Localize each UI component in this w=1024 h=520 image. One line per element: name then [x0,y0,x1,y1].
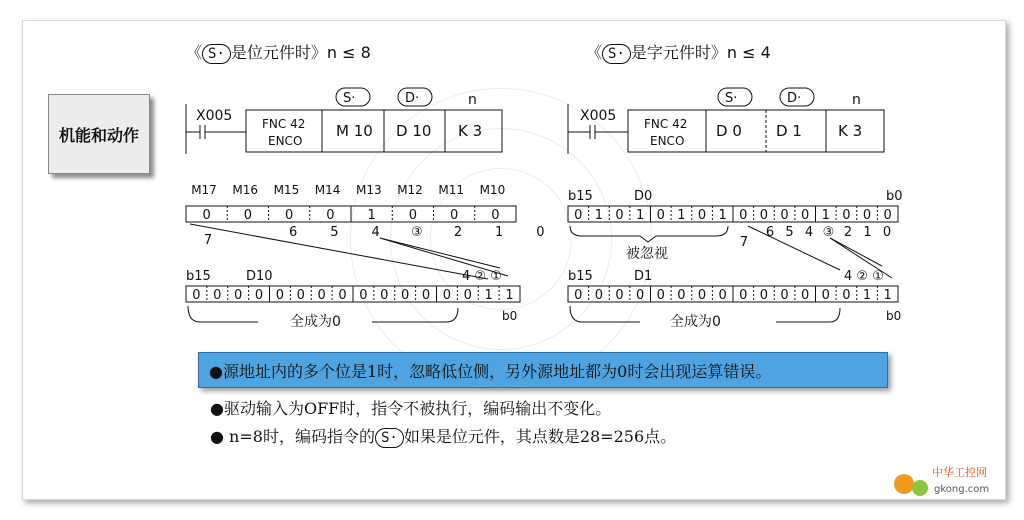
right-contact-label: X005 [580,108,617,124]
left-heading-suffix: 是位元件时》n ≤ 8 [230,43,371,62]
left-arrow-7 [190,224,488,279]
left-dest-bit-cell: 0 [213,288,222,303]
right-dest-bit-cell: 0 [759,288,769,303]
right-heading-prefix: 《 [586,43,603,62]
left-bit-index: 5 [330,225,339,240]
function-label: 机能和动作 [58,125,139,145]
right-source-bit-cell: 1 [594,208,604,223]
note-line-3-s-tag: S· [375,428,404,448]
left-dest-bit-cell: 0 [234,288,243,303]
right-dest-bit-cell: 1 [862,288,872,303]
left-dest-bit-cell: 0 [401,288,410,303]
right-source-bit-cell: 0 [697,208,707,223]
right-dest-bits [574,286,892,303]
left-source-bit-cell: 1 [367,208,376,223]
right-dest-bit-cell: 0 [656,288,665,303]
note-line-3-post: 如果是位元件，其点数是28=256点。 [403,427,677,446]
right-dest-b0: b0 [886,309,902,323]
right-source-bit-cell: 1 [636,208,645,223]
left-bit-index: ③ [410,225,423,240]
right-source-bit-cell: 0 [883,208,892,223]
left-arrow-3 [380,238,500,268]
left-bit-indices [204,225,545,248]
left-dest-register: D10 [246,269,273,284]
left-s-operand: M 10 [336,122,373,140]
left-bit-index: 7 [203,233,213,248]
right-dest-register: D1 [634,269,653,284]
right-dest-bit-cell: 0 [801,288,810,303]
left-dest-bit-cell: 1 [484,288,493,303]
right-bit-index: 4 [804,225,814,240]
right-d-tag: D· [787,91,802,106]
left-dest-bit-cell: 0 [442,288,452,303]
right-source-bit-cell: 0 [574,208,583,223]
left-bit-labels [191,183,505,197]
left-dest-bit-cell: 0 [296,288,305,303]
left-bit-label: M14 [314,183,341,197]
right-src-register: D0 [634,189,653,204]
right-heading-suffix: 是字元件时》n ≤ 4 [630,43,771,62]
left-source-bit-cell: 0 [408,208,418,223]
right-bit-index: 2 [843,225,853,240]
left-dest-bit-cell: 1 [505,288,514,303]
right-d-operand: D 1 [776,122,802,140]
right-diagram [568,88,903,330]
right-dest-bit-cell: 0 [697,288,707,303]
right-n-tag: n [852,92,861,108]
left-dest-bit-cell: 0 [338,288,347,303]
right-s-tag: S· [725,91,738,106]
right-source-bit-cell: 1 [677,208,686,223]
highlight-note-text: ●源地址内的多个位是1时，忽略低位侧，另外源地址都为0时会出现运算错误。 [209,361,772,381]
right-dest-bit-cell: 0 [718,288,727,303]
left-source-bit-cell: 0 [202,208,211,223]
right-src-b0: b0 [886,189,903,204]
watermark-cn: 中华工控网 [932,466,987,479]
watermark-url: gkong.com [934,484,990,495]
right-ignored-text: 被忽视 [626,246,668,262]
left-dest-bit-cell: 0 [192,288,201,303]
left-bit-index: 2 [453,225,463,240]
right-source-bit-cell: 0 [656,208,665,223]
left-diagram [186,88,545,330]
right-dest-bit-cell: 0 [739,288,748,303]
right-dest-bit-cell: 0 [636,288,645,303]
left-source-bit-cell: 0 [284,208,294,223]
left-dest-bit-cell: 0 [421,288,431,303]
note-line-2: ●驱动输入为OFF时，指令不被执行，编码输出不变化。 [210,399,612,418]
right-source-bit-cell: 0 [842,208,851,223]
right-bit-index: 1 [863,225,872,240]
left-source-bit-cell: 0 [243,208,253,223]
left-dest-bit-cell: 0 [463,288,472,303]
left-dest-bit-cell: 0 [275,288,285,303]
right-result-numbers: 4 ② ① [844,269,884,284]
right-dest-bit-cell: 1 [883,288,892,303]
right-dest-bit-cell: 0 [821,288,830,303]
right-src-b15: b15 [568,189,593,204]
left-result-numbers: 4 ② ① [462,269,502,284]
right-bit-index: 6 [765,225,775,240]
left-s-tag: S· [343,91,356,106]
right-dest-bit-cell: 0 [780,288,789,303]
left-zero-text: 全成为0 [290,314,341,330]
right-dest-bit-cell: 0 [574,288,583,303]
left-bit-label: M17 [191,183,217,197]
left-source-bit-cell: 0 [449,208,459,223]
right-dest-bit-cell: 0 [594,288,604,303]
note-line-3 [210,424,676,448]
right-s-operand: D 0 [716,122,742,140]
left-d-operand: D 10 [396,122,432,140]
right-bit-indices [740,225,891,250]
right-dest-bit-cell: 0 [615,288,624,303]
left-bit-label: M10 [479,183,506,197]
right-source-bit-cell: 0 [739,208,748,223]
right-n-operand: K 3 [838,122,863,140]
left-contact-label: X005 [196,108,233,124]
left-bit-index: 4 [371,225,380,240]
left-bit-label: M16 [232,183,259,197]
left-fnc-mnemonic: ENCO [268,134,303,148]
left-n-tag: n [468,92,477,108]
right-source-bits [574,206,892,223]
gear-icon [894,474,914,494]
left-bit-index: 0 [536,225,545,240]
gkong-watermark [890,462,1020,502]
right-dest-bit-cell: 0 [842,288,851,303]
left-fnc-number: FNC 42 [262,117,306,131]
left-bit-label: M11 [438,183,465,197]
right-bit-index: 5 [785,225,794,240]
right-fnc-number: FNC 42 [644,117,688,131]
right-dest-b15: b15 [568,269,593,284]
left-dest-bit-cell: 0 [359,288,368,303]
right-source-bit-cell: 1 [821,208,830,223]
left-source-bit-cell: 0 [326,208,335,223]
left-heading-s-tag: S· [202,44,231,64]
left-n-operand: K 3 [458,122,483,140]
right-source-bit-cell: 0 [801,208,810,223]
right-source-bit-cell: 1 [718,208,727,223]
left-bit-index: 6 [289,225,298,240]
left-dest-bit-cell: 0 [317,288,326,303]
right-source-bit-cell: 0 [862,208,872,223]
right-source-bit-cell: 0 [780,208,789,223]
left-bit-label: M12 [397,183,423,197]
right-bit-index: 7 [739,235,749,250]
left-source-bit-cell: 0 [491,208,500,223]
highlight-note [198,352,888,388]
right-source-bit-cell: 0 [615,208,624,223]
right-bit-index: 0 [882,225,892,240]
left-bit-index: 1 [495,225,504,240]
left-dest-bits [192,286,513,303]
right-dest-bit-cell: 0 [677,288,686,303]
left-source-bits [202,206,499,223]
left-bit-label: M15 [273,183,300,197]
left-dest-b0: b0 [502,309,518,323]
left-dest-bit-cell: 0 [254,288,264,303]
left-dest-bit-cell: 0 [380,288,389,303]
right-arrow-3 [830,238,882,266]
left-heading-prefix: 《 [186,43,203,62]
gear-icon-small [912,480,928,496]
left-d-tag: D· [405,91,420,106]
left-dest-b15: b15 [186,269,211,284]
note-line-3-pre: ● n=8时，编码指令的 [210,427,375,446]
right-fnc-mnemonic: ENCO [650,134,685,148]
left-bit-label: M13 [355,183,382,197]
right-zero-text: 全成为0 [670,314,721,330]
right-bit-index: ③ [822,225,835,240]
right-ignored-bracket [570,226,728,242]
right-heading-s-tag: S· [602,44,631,64]
right-source-bit-cell: 0 [759,208,769,223]
